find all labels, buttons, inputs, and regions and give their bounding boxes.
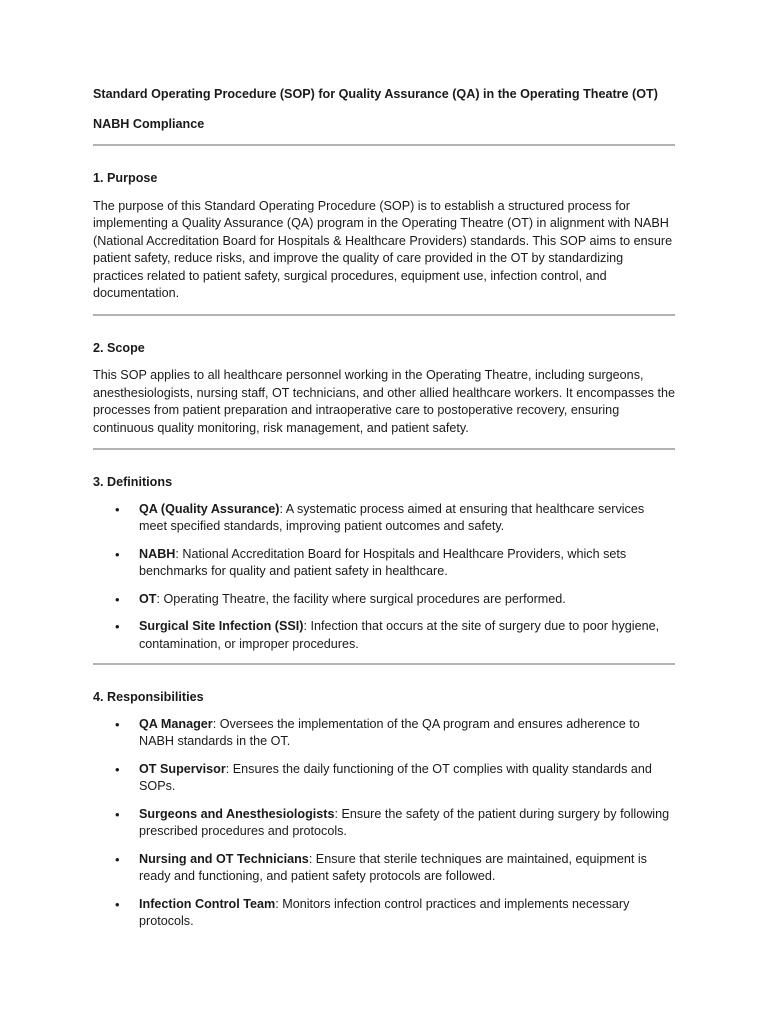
document-title: Standard Operating Procedure (SOP) for Quality Assurance (QA) in the Operating Theatre (OT) <box>93 87 658 101</box>
role-term: QA Manager <box>139 716 213 731</box>
list-item <box>93 618 675 653</box>
scope-paragraph: This SOP applies to all healthcare personnel working in the Operating Theatre, including surgeons, anesthesiologists, nursing staff, OT technicians, and other allied healthcare workers. It encompasses the processes from patient preparation and intraoperative care to postoperative recovery, ensuring continuous quality monitoring, risk management, and patient safety. <box>93 368 675 435</box>
bullet-icon: • <box>115 619 120 634</box>
list-item <box>93 761 675 796</box>
divider <box>93 663 675 665</box>
section-heading-definitions: 3. Definitions <box>93 475 173 489</box>
responsibilities-list <box>93 716 675 931</box>
role-term: Surgeons and Anesthesiologists <box>139 806 335 821</box>
section-heading-purpose: 1. Purpose <box>93 171 158 185</box>
section-heading-responsibilities: 4. Responsibilities <box>93 690 204 704</box>
list-item <box>93 716 675 751</box>
document-page <box>93 86 675 941</box>
purpose-paragraph: The purpose of this Standard Operating Procedure (SOP) is to establish a structured process for implementing a Quality Assurance (QA) program in the Operating Theatre (OT) in alignment with NABH (National Accreditation Board for Hospitals & Healthcare Providers) standards. This SOP aims to ensure patient safety, reduce risks, and improve the quality of care provided in the OT by standardizing practices related to patient safety, surgical procedures, equipment use, infection control, and documentation. <box>93 198 673 300</box>
definition-term: OT <box>139 591 157 606</box>
bullet-icon: • <box>115 761 120 777</box>
bullet-icon: • <box>115 896 120 912</box>
role-text: : Oversees the implementation of the QA program and ensures adherence to NABH standards in the OT. <box>139 716 640 748</box>
definition-term: QA (Quality Assurance) <box>139 501 280 516</box>
bullet-icon: • <box>115 546 120 562</box>
role-text: : Ensure the safety of the patient during surgery by following prescribed procedures and protocols. <box>139 806 670 838</box>
divider <box>93 314 675 316</box>
definition-term: Surgical Site Infection (SSI) <box>139 619 304 633</box>
role-text: : Monitors infection control practices and implements necessary protocols. <box>139 896 630 928</box>
role-text: : Ensures the daily functioning of the OT complies with quality standards and SOPs. <box>139 761 652 793</box>
bullet-icon: • <box>115 591 120 607</box>
definition-text: : Operating Theatre, the facility where surgical procedures are performed. <box>156 591 566 606</box>
definition-text: : Infection that occurs at the site of surgery due to poor hygiene, contamination, or improper procedures. <box>139 619 660 651</box>
role-term: Nursing and OT Technicians <box>139 851 309 866</box>
role-term: Infection Control Team <box>139 896 276 911</box>
bullet-icon: • <box>115 851 120 867</box>
divider <box>93 448 675 450</box>
list-item <box>93 591 675 609</box>
list-item <box>93 806 675 841</box>
definition-term: NABH <box>139 546 176 561</box>
document-subtitle: NABH Compliance <box>93 116 205 131</box>
definition-text: : A systematic process aimed at ensuring that healthcare services meet specified standards, improving patient outcomes and safety. <box>139 501 645 533</box>
list-item <box>93 546 675 581</box>
list-item <box>93 896 675 931</box>
role-term: OT Supervisor <box>139 761 226 776</box>
list-item <box>93 851 675 886</box>
role-text: : Ensure that sterile techniques are maintained, equipment is ready and functioning, and patient safety protocols are followed. <box>139 851 647 883</box>
divider <box>93 144 675 146</box>
bullet-icon: • <box>115 806 120 822</box>
list-item <box>93 501 675 536</box>
definition-text: : National Accreditation Board for Hospitals and Healthcare Providers, which sets benchmarks for quality and patient safety in healthcare. <box>139 546 627 578</box>
bullet-icon: • <box>115 716 120 732</box>
section-heading-scope: 2. Scope <box>93 340 145 355</box>
definitions-list <box>93 501 675 654</box>
bullet-icon: • <box>115 501 120 517</box>
